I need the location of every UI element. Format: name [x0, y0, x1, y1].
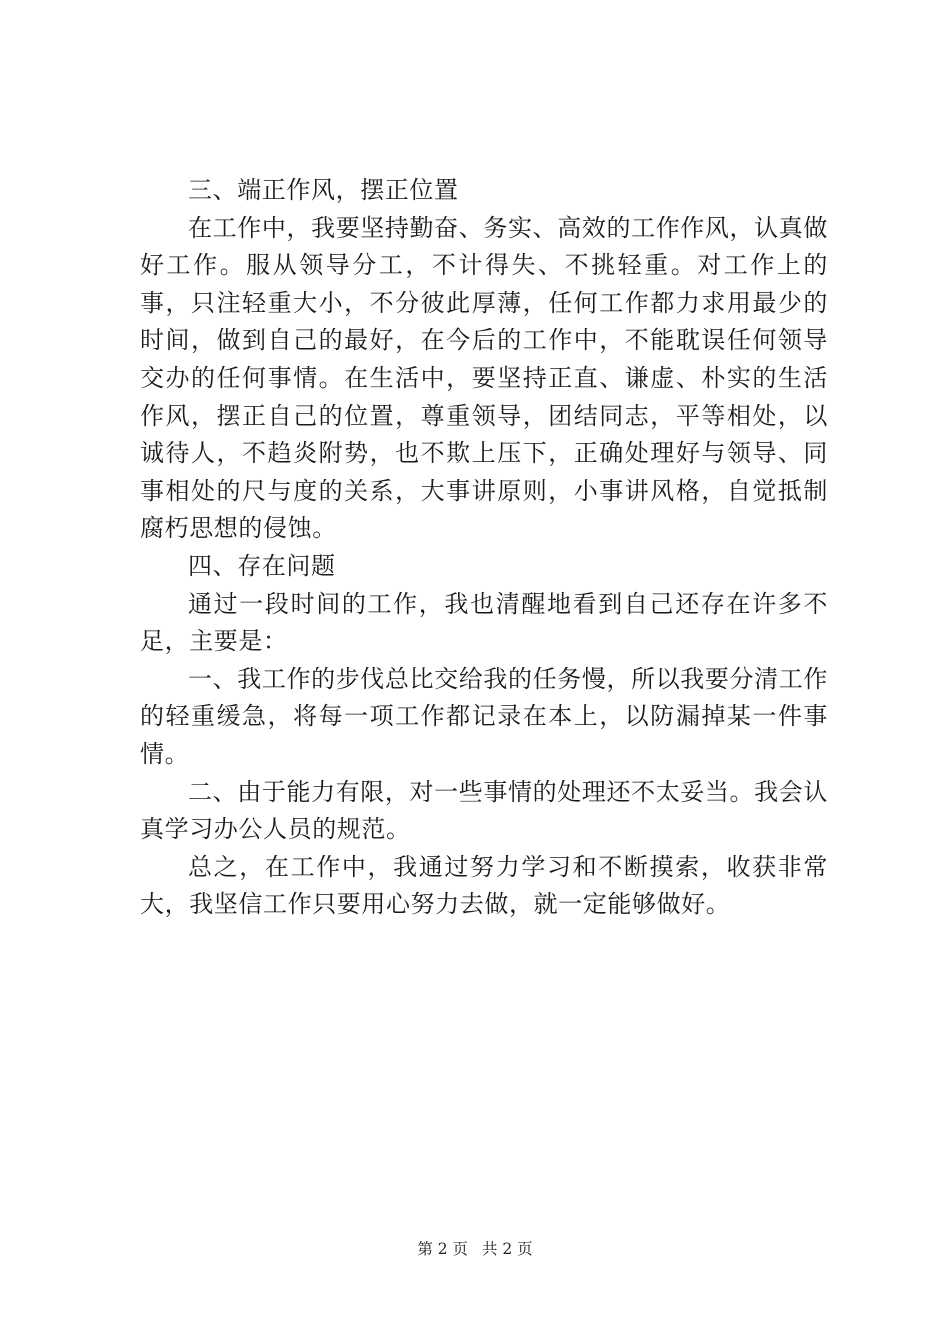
page-number: 第 2 页: [417, 1240, 469, 1258]
paragraph-problem-two: 二、由于能力有限，对一些事情的处理还不太妥当。我会认真学习办公人员的规范。: [140, 777, 828, 844]
section-heading-problems: 四、存在问题: [188, 551, 336, 580]
paragraph-problem-one: 一、我工作的步伐总比交给我的任务慢，所以我要分清工作的轻重缓急，将每一项工作都记录在本上，以防漏掉某一件事情。: [140, 664, 828, 768]
paragraph-conclusion: 总之，在工作中，我通过努力学习和不断摸索，收获非常大，我坚信工作只要用心努力去做，就一定能够做好。: [140, 852, 828, 919]
section-heading-conduct: 三、端正作风，摆正位置: [188, 176, 459, 204]
document-body: [140, 172, 828, 924]
paragraph-problems-intro: 通过一段时间的工作，我也清醒地看到自己还存在许多不足，主要是：: [140, 589, 828, 656]
page-footer: [0, 1239, 950, 1259]
page-total: 共 2 页: [481, 1240, 533, 1258]
paragraph-work-style: 在工作中，我要坚持勤奋、务实、高效的工作作风，认真做好工作。服从领导分工，不计得失、不挑轻重。对工作上的事，只注轻重大小，不分彼此厚薄，任何工作都力求用最少的时间，做到自己的最好，在今后的工作中，不能耽误任何领导交办的任何事情。在生活中，要坚持正直、谦虚、朴实的生活作风，摆正自己的位置，尊重领导，团结同志，平等相处，以诚待人，不趋炎附势，也不欺上压下，正确处理好与领导、同事相处的尺与度的关系，大事讲原则，小事讲风格，自觉抵制腐朽思想的侵蚀。: [140, 213, 828, 543]
